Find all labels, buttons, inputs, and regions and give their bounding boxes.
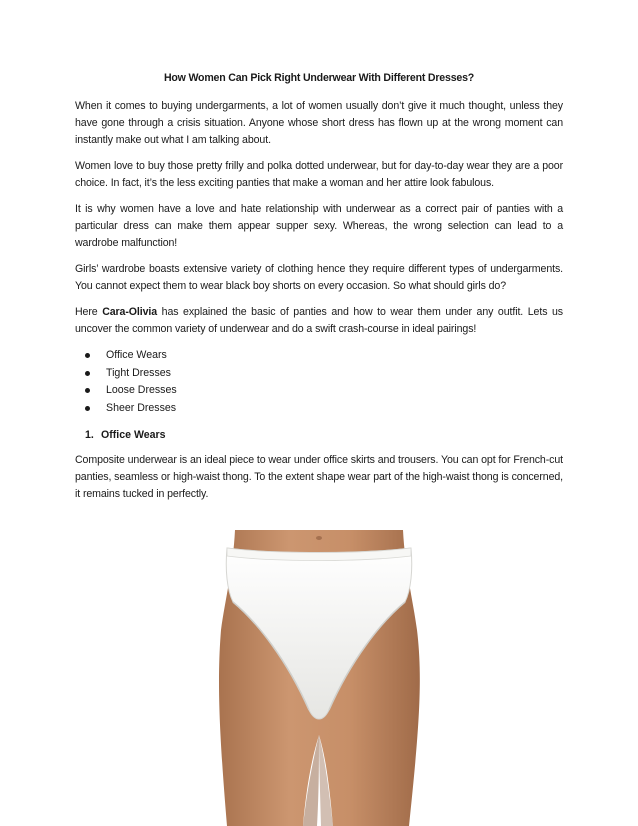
bullet-icon	[85, 406, 90, 411]
bullet-list	[75, 347, 563, 417]
bullet-label: Tight Dresses	[106, 366, 171, 379]
bullet-label: Loose Dresses	[106, 384, 177, 396]
bullet-item	[85, 382, 563, 400]
bullet-item	[85, 400, 563, 418]
underwear-illustration	[213, 530, 425, 826]
author-name: Cara-Olivia	[102, 306, 158, 318]
section-heading	[85, 429, 563, 441]
paragraph-5-prefix: Here	[75, 306, 103, 318]
paragraph-2: Women love to buy those pretty frilly and polka dotted underwear, but for day-to-day wear they are a poor choice. In fact, it’s the less exciting panties that make a woman and her attire look fabulous.	[75, 160, 563, 189]
paragraph-3: It is why women have a love and hate relationship with underwear as a correct pair of panties with a particular dress can make them appear supper sexy. Whereas, the wrong selection can lead to a wardrobe malfunction!	[75, 203, 563, 249]
bullet-label: Sheer Dresses	[106, 401, 177, 414]
paragraph-5-rest: has explained the basic of panties and how to wear them under any outfit. Lets us uncover the common variety of underwear and do a swift crash-course in ideal pairings!	[75, 306, 563, 335]
section-number: 1.	[85, 429, 94, 441]
paragraph-6: Composite underwear is an ideal piece to wear under office skirts and trousers. You can opt for French-cut panties, seamless or high-waist thong. To the extent shape wear part of the high-waist thong is concerned, it remains tucked in perfectly.	[75, 454, 563, 500]
bullet-icon	[85, 388, 90, 393]
underwear-photo	[213, 530, 425, 826]
paragraph-4: Girls’ wardrobe boasts extensive variety of clothing hence they require different types of undergarments. You cannot expect them to wear black boy shorts on every occasion. So what should girls do?	[75, 263, 563, 292]
bullet-icon	[85, 371, 90, 376]
document-title: How Women Can Pick Right Underwear With Different Dresses?	[163, 72, 475, 84]
bullet-icon	[85, 353, 90, 358]
paragraph-1: When it comes to buying undergarments, a lot of women usually don’t give it much thought, unless they have gone through a crisis situation. Anyone whose short dress has flown up at the wrong moment can instantly make out what I am talking about.	[75, 100, 563, 146]
section-title: Office Wears	[101, 429, 166, 441]
document-body	[75, 72, 563, 512]
bullet-label: Office Wears	[106, 349, 167, 361]
bullet-item	[85, 347, 563, 365]
paragraph-5	[75, 304, 563, 338]
bullet-item	[85, 365, 563, 383]
